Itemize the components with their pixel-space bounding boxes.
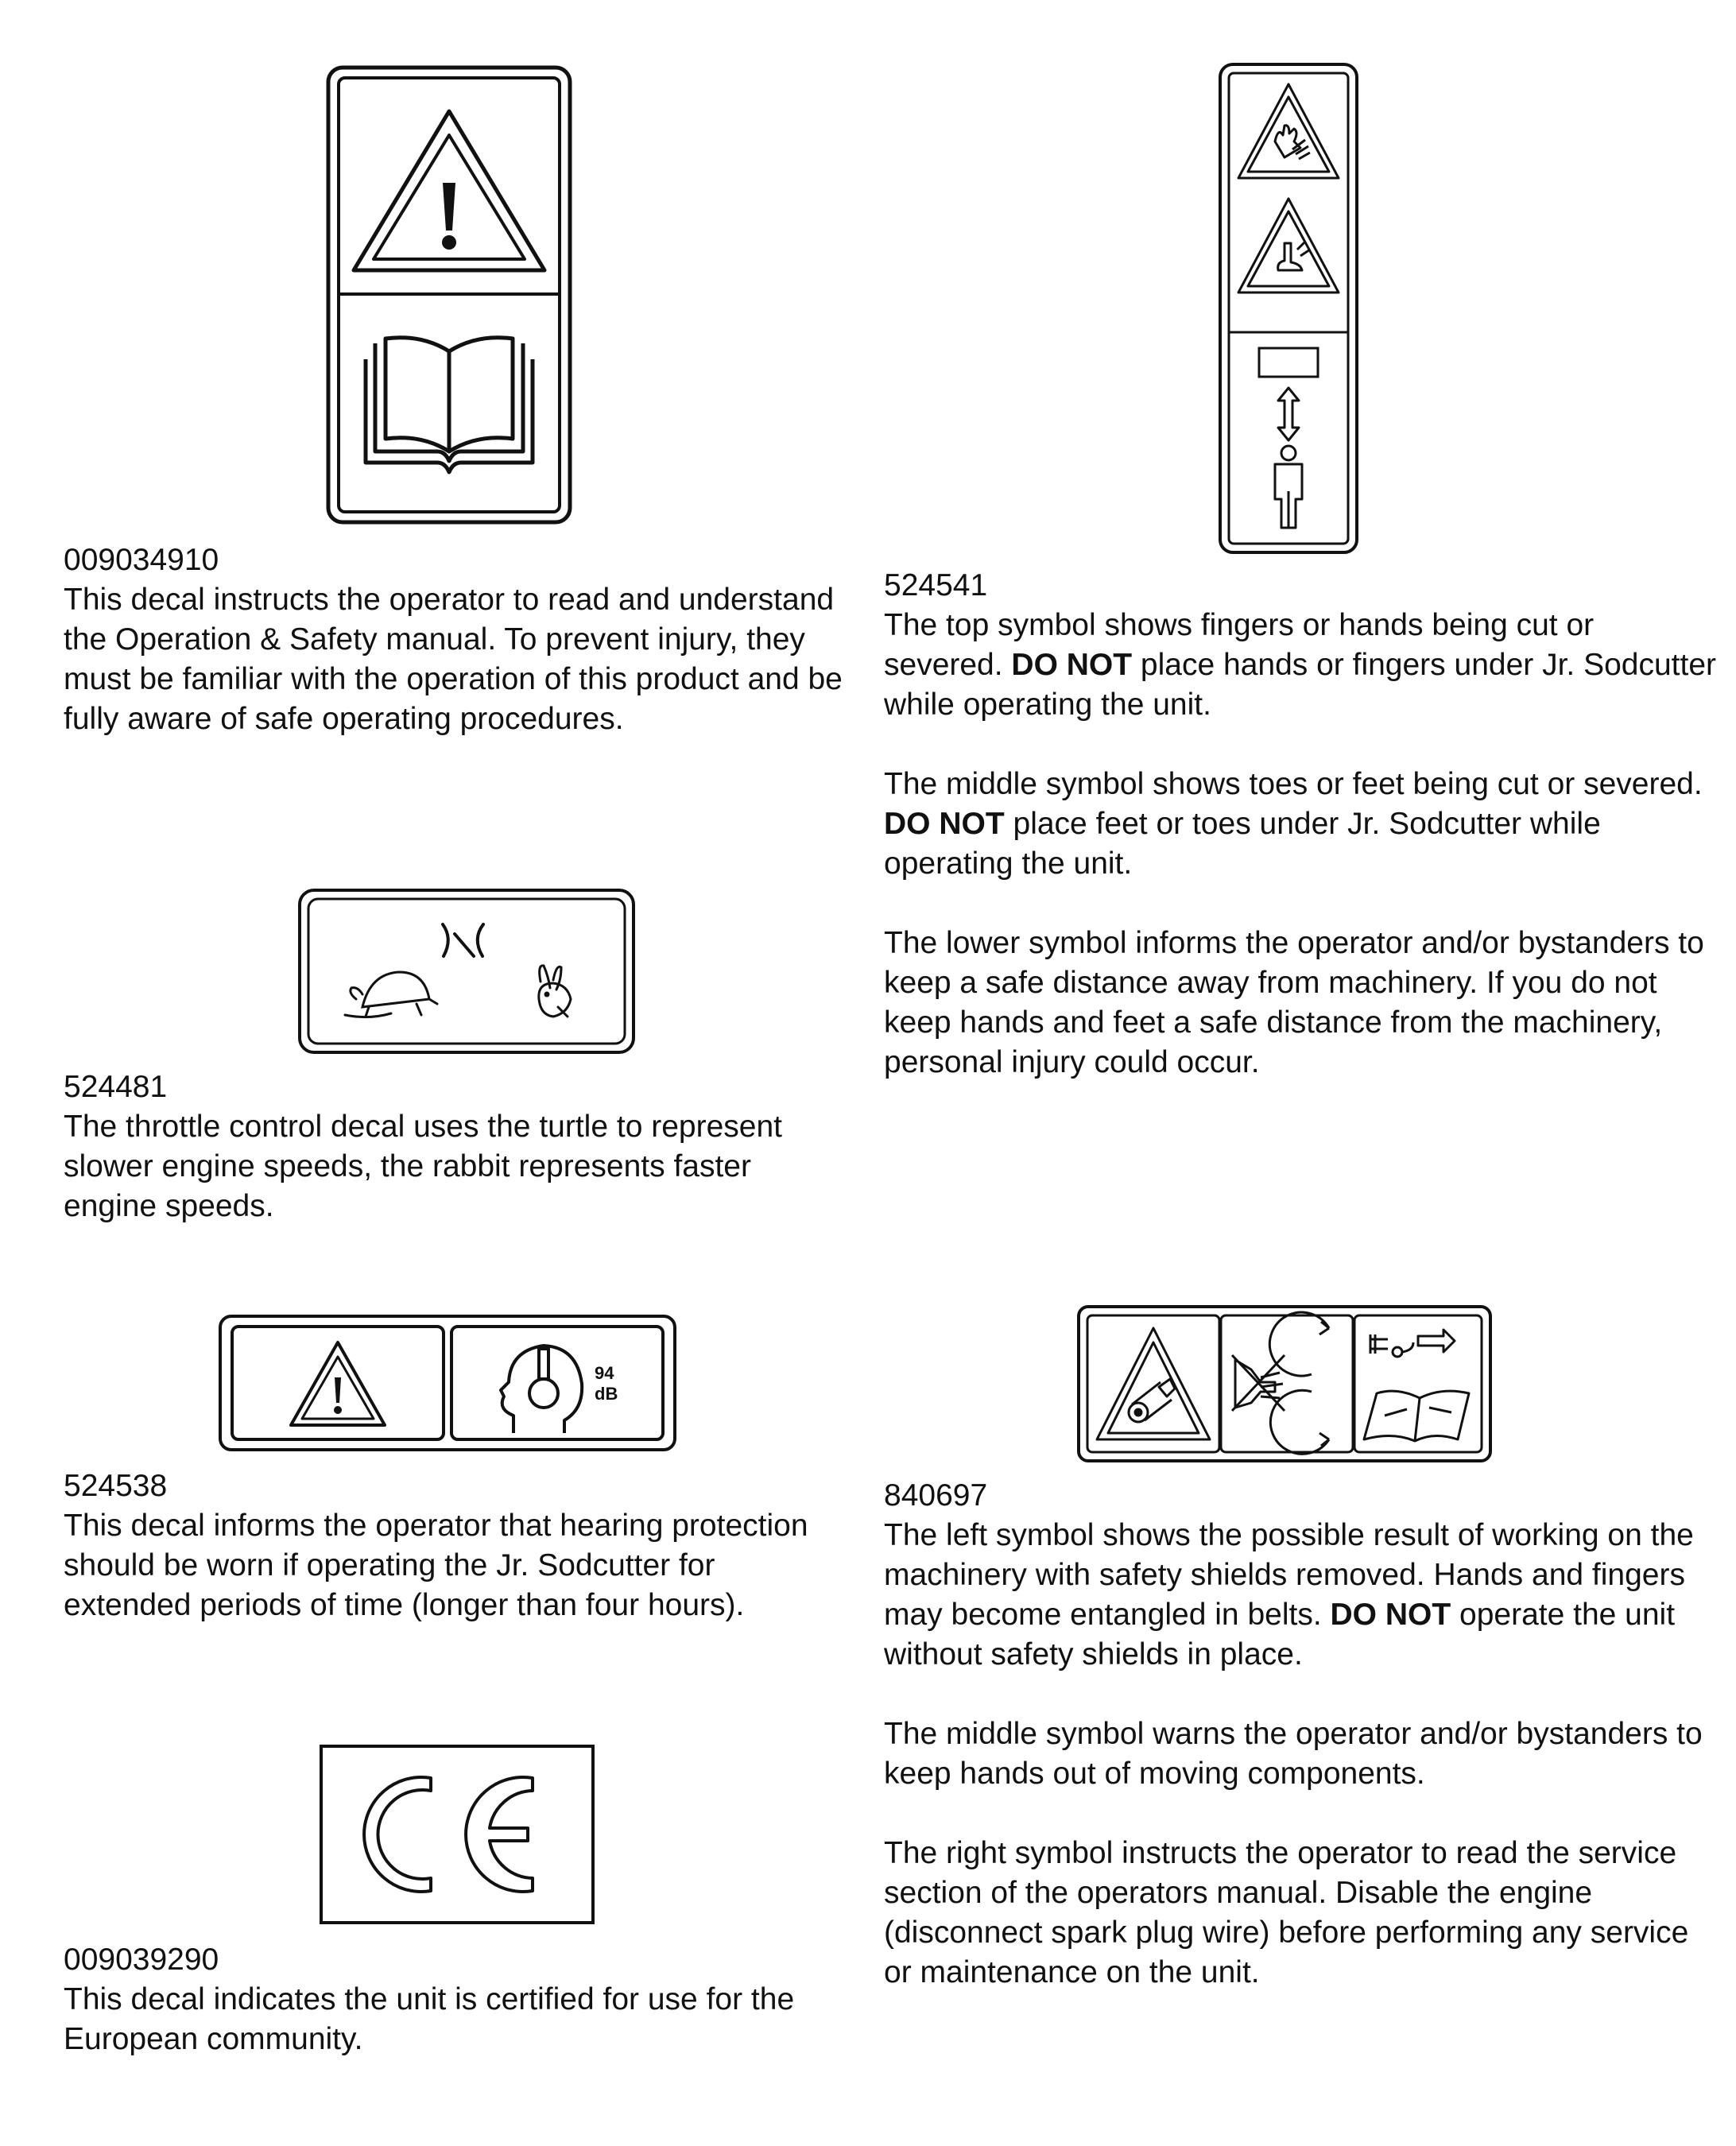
rabbit-icon bbox=[539, 966, 571, 1017]
caption-cut-hazard bbox=[884, 566, 1719, 1083]
caption-ce-mark bbox=[64, 1940, 827, 2059]
description-text: The middle symbol shows toes or feet being cut or severed. bbox=[884, 767, 1703, 801]
caption-shields bbox=[884, 1476, 1719, 1993]
caption-throttle bbox=[64, 1067, 851, 1226]
hand-cut-warning-icon bbox=[1238, 84, 1339, 178]
part-number: 840697 bbox=[884, 1478, 988, 1513]
emphasis-text: DO NOT bbox=[884, 807, 1005, 841]
description-text: place feet or toes under Jr. Sodcutter while operating the unit. bbox=[884, 807, 1601, 881]
caption-read-manual bbox=[64, 540, 843, 739]
noise-level-unit: dB bbox=[595, 1384, 618, 1404]
emphasis-text: DO NOT bbox=[1011, 648, 1133, 682]
ear-protection-icon bbox=[501, 1346, 582, 1433]
part-number: 524481 bbox=[64, 1070, 168, 1104]
noise-level-value: 94 bbox=[595, 1363, 614, 1383]
part-number: 524541 bbox=[884, 568, 988, 602]
description-text: The top symbol shows fingers or hands being cut or severed. bbox=[884, 608, 1595, 682]
description-text: The left symbol shows the possible result of working on the machinery with safety shields removed. Hands and fingers may become entangled in belts. bbox=[884, 1518, 1694, 1632]
bystander-person-icon bbox=[1275, 446, 1302, 528]
decal-description: This decal instructs the operator to read and understand the Operation & Safety manual. To prevent injury, they must be familiar with the operation of this product and be fully aware of safe operating procedures. bbox=[64, 583, 843, 736]
read-manual-decal-graphic bbox=[326, 65, 572, 525]
throttle-decal-graphic bbox=[297, 888, 636, 1055]
turtle-icon bbox=[345, 972, 437, 1017]
machine-block-icon bbox=[1259, 348, 1318, 377]
middle-symbol-description: The middle symbol warns the operator and/or bystanders to keep hands out of moving components. bbox=[884, 1717, 1703, 1791]
open-book-icon bbox=[366, 338, 533, 472]
hearing-decal-graphic bbox=[218, 1314, 677, 1452]
warning-triangle-icon bbox=[291, 1342, 385, 1425]
keep-hands-out-icon bbox=[1232, 1312, 1329, 1454]
caption-hearing bbox=[64, 1466, 827, 1625]
shields-decal-graphic bbox=[1076, 1304, 1493, 1463]
description-text: place hands or fingers under Jr. Sodcutter while operating the unit. bbox=[884, 648, 1717, 722]
part-number: 009034910 bbox=[64, 543, 219, 577]
decal-ce-mark bbox=[320, 1745, 595, 1924]
decal-cut-hazard bbox=[1218, 62, 1359, 555]
part-number: 009039290 bbox=[64, 1943, 219, 1977]
description-text: operate the unit without safety shields in place. bbox=[884, 1598, 1676, 1671]
emphasis-text: DO NOT bbox=[1330, 1598, 1451, 1632]
belt-entanglement-warning-icon bbox=[1097, 1328, 1210, 1439]
lower-symbol-description: The lower symbol informs the operator and/or bystanders to keep a safe distance away from machinery. If you do not keep hands and feet a safe distance from the machinery, personal injury could occur. bbox=[884, 926, 1704, 1079]
right-symbol-description: The right symbol instructs the operator to read the service section of the operators manual. Disable the engine (disconnect spark plug wire) before performing any service or maintenance on the unit. bbox=[884, 1836, 1689, 1989]
left-symbol-description bbox=[884, 1516, 1719, 1675]
middle-symbol-description bbox=[884, 765, 1719, 884]
decal-hearing bbox=[218, 1314, 677, 1452]
decal-throttle bbox=[297, 888, 636, 1055]
safe-distance-arrow-icon bbox=[1278, 388, 1299, 440]
decal-shields bbox=[1076, 1304, 1493, 1463]
read-service-manual-icon bbox=[1364, 1330, 1469, 1441]
decal-description: This decal indicates the unit is certified for use for the European community. bbox=[64, 1982, 795, 2056]
warning-triangle-icon bbox=[354, 111, 544, 270]
foot-cut-warning-icon bbox=[1238, 199, 1339, 292]
decal-description: The throttle control decal uses the turtle to represent slower engine speeds, the rabbit represents faster engine speeds. bbox=[64, 1110, 782, 1223]
ce-mark-decal-graphic bbox=[320, 1745, 595, 1924]
decal-read-manual bbox=[326, 65, 572, 525]
throttle-lever-icon bbox=[443, 924, 483, 956]
ce-mark-icon bbox=[364, 1777, 533, 1892]
cut-hazard-decal-graphic bbox=[1218, 62, 1359, 555]
top-symbol-description bbox=[884, 606, 1719, 725]
decal-description: This decal informs the operator that hearing protection should be worn if operating the Jr. Sodcutter for extended periods of time (longer than four hours). bbox=[64, 1509, 808, 1622]
part-number: 524538 bbox=[64, 1469, 168, 1503]
